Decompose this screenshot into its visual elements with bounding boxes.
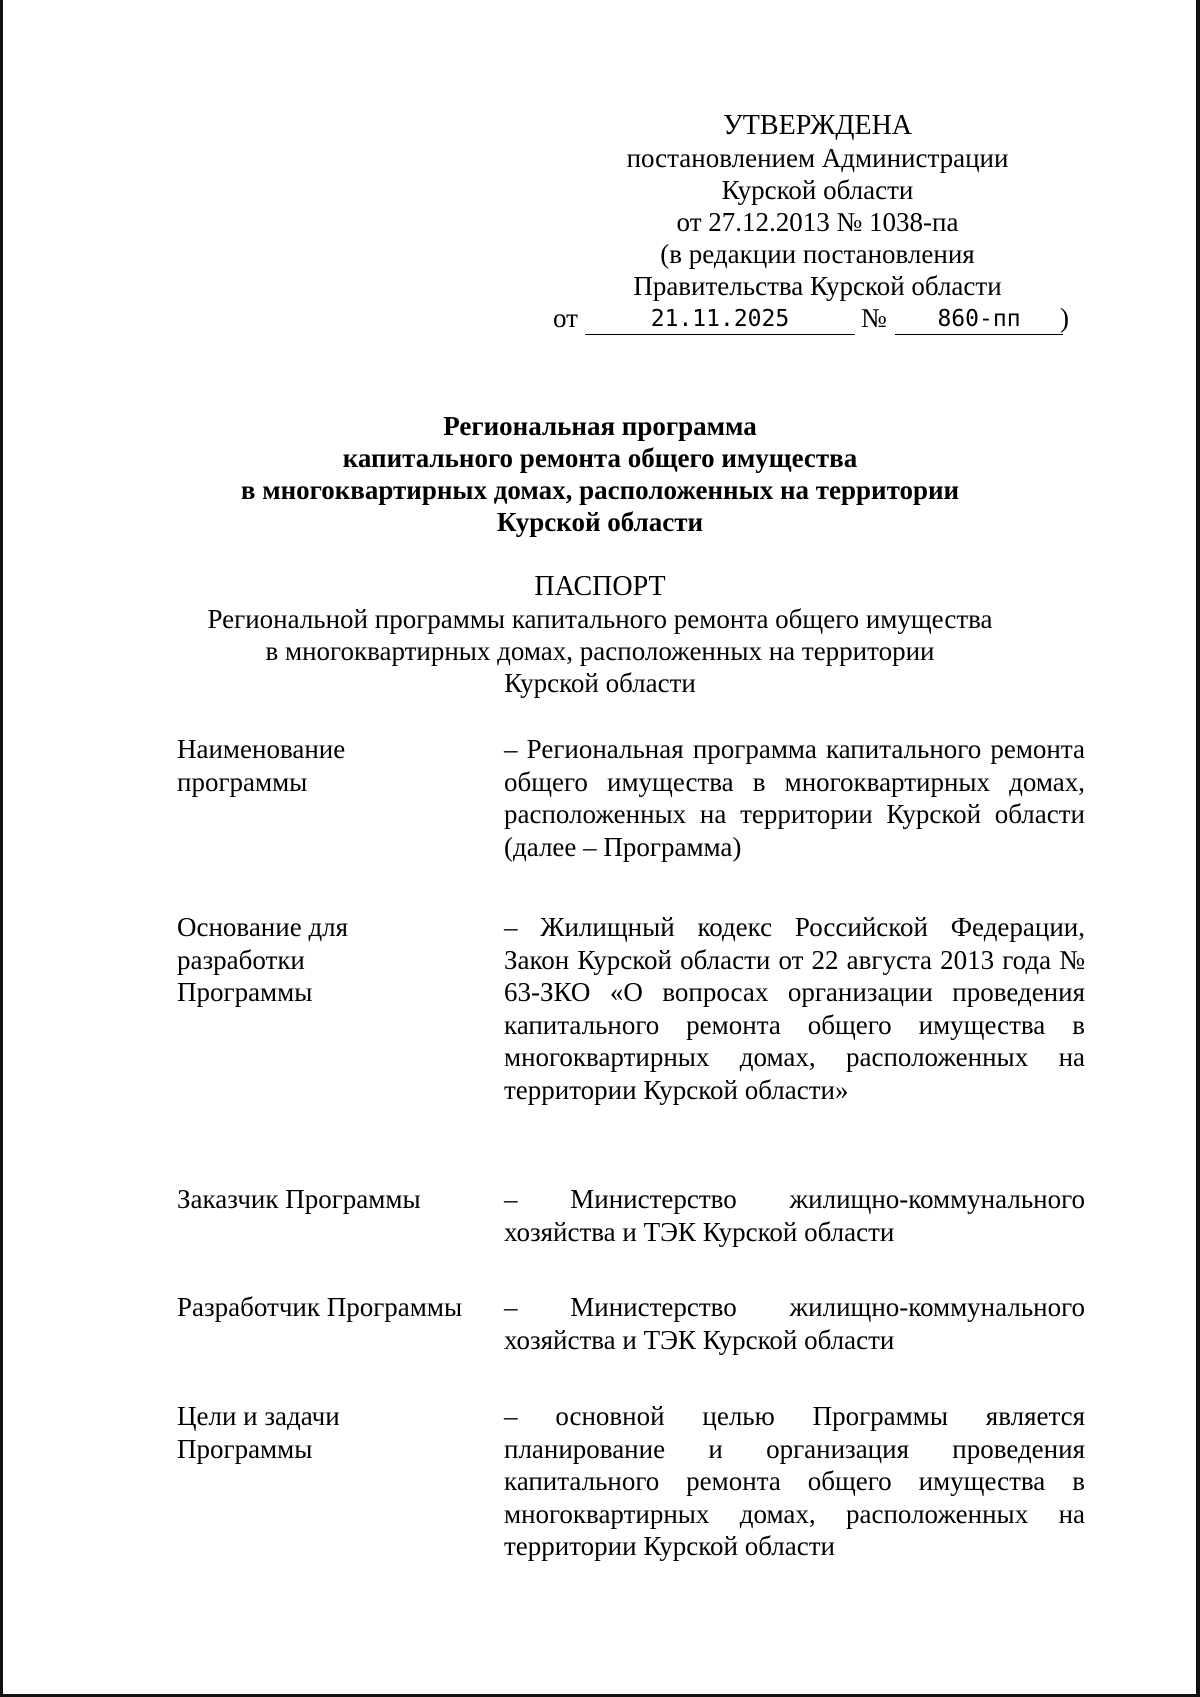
program-title (100, 410, 1100, 538)
revision-number-field: 860-пп (895, 302, 1063, 335)
row-value: – Министерство жилищно-коммунального хозяйства и ТЭК Курской области (504, 1184, 1085, 1247)
approval-title: УТВЕРЖДЕНА (722, 110, 913, 141)
approval-line: от 27.12.2013 № 1038-па (676, 207, 959, 237)
passport-heading: ПАСПОРТ (534, 571, 666, 602)
approval-block (545, 110, 1090, 336)
program-title-line: Региональная программа (443, 411, 757, 441)
row-label (177, 1291, 497, 1324)
row-label-line: Наименование (177, 734, 346, 764)
row-label-line: Цели и задачи (177, 1401, 340, 1431)
passport-heading-block (100, 571, 1100, 699)
row-label-line: Заказчик Программы (177, 1184, 421, 1214)
revision-date-field: 21.11.2025 (585, 302, 855, 335)
revision-date-row (545, 302, 1090, 336)
row-value: – основной целью Программы является планирование и организация проведения капитального ремонта общего имущества в многоквартирных домах, расположенных на территории Курской области (504, 1401, 1085, 1561)
date-prefix-label: от (553, 303, 578, 333)
row-label-line: Программы (177, 1433, 313, 1464)
approval-line: (в редакции постановления (660, 239, 975, 269)
row-label-line: Программы (177, 977, 313, 1007)
row-label (177, 911, 497, 1009)
closing-parenthesis: ) (1060, 303, 1069, 333)
program-title-line: в многоквартирных домах, расположенных на территории (240, 475, 960, 505)
passport-subtitle-line: Региональной программы капитального ремонта общего имущества (207, 604, 993, 634)
number-sign-label: № (861, 303, 887, 333)
approval-line: Курской области (721, 175, 914, 205)
row-value: – Министерство жилищно-коммунального хозяйства и ТЭК Курской области (504, 1292, 1085, 1355)
row-label (177, 1400, 497, 1465)
row-label-line: Разработчик Программы (177, 1292, 463, 1322)
page-edge-left (0, 0, 3, 1697)
row-value: – Жилищный кодекс Российской Федерации, Закон Курской области от 22 августа 2013 года № 63-ЗКО «О вопросах организации проведения капитального ремонта общего имущества в многоквартирных домах, расположенных на территории Курской области» (504, 912, 1085, 1105)
row-value: – Региональная программа капитального ремонта общего имущества в многоквартирных домах, расположенных на территории Курской области (далее – Программа) (504, 734, 1085, 862)
page-edge-right (1196, 0, 1200, 1697)
row-label-line: разработки (177, 944, 305, 975)
row-label-line: программы (177, 766, 308, 797)
row-label (177, 1183, 497, 1216)
passport-subtitle-line: в многоквартирных домах, расположенных на территории (265, 636, 935, 666)
passport-subtitle-line: Курской области (504, 668, 696, 698)
approval-line: Правительства Курской области (633, 271, 1002, 301)
approval-line: постановлением Администрации (626, 143, 1009, 173)
program-title-line: Курской области (496, 507, 704, 537)
row-label (177, 733, 497, 798)
row-label-line: Основание для (177, 912, 349, 942)
program-title-line: капитального ремонта общего имущества (342, 443, 858, 473)
